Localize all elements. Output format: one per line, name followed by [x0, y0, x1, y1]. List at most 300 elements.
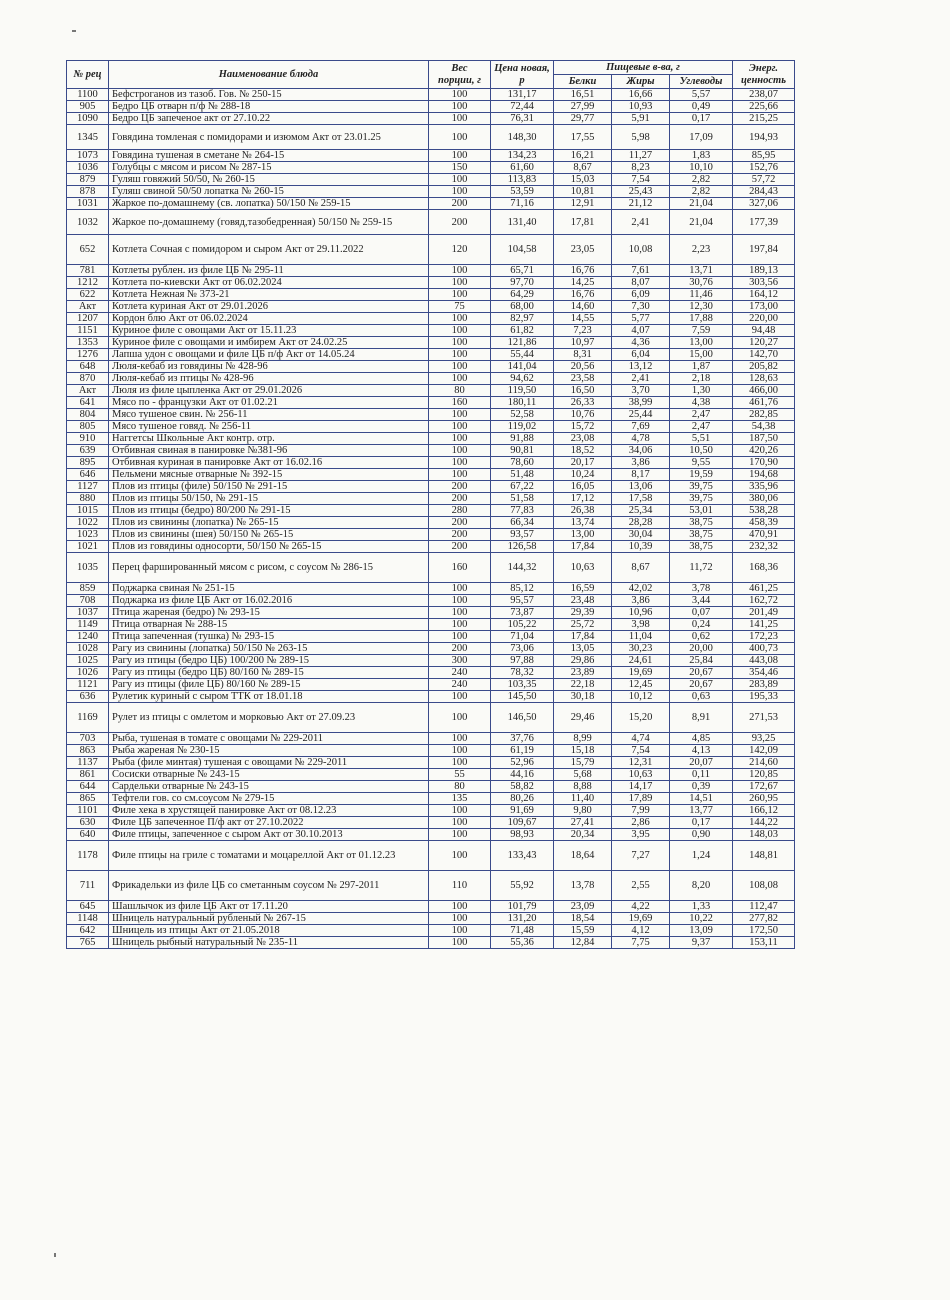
cell-price: 95,57	[491, 595, 554, 607]
cell-dish-name: Филе ЦБ запеченное П/ф акт от 27.10.2022	[109, 817, 429, 829]
cell-protein: 23,05	[554, 235, 612, 265]
cell-fat: 4,22	[612, 901, 670, 913]
cell-protein: 23,48	[554, 595, 612, 607]
cell-portion-weight: 80	[429, 781, 491, 793]
cell-energy: 108,08	[733, 871, 795, 901]
cell-dish-name: Плов из птицы (филе) 50/150 № 291-15	[109, 481, 429, 493]
cell-recipe-number: 1037	[67, 607, 109, 619]
cell-dish-name: Плов из птицы 50/150, № 291-15	[109, 493, 429, 505]
cell-fat: 8,67	[612, 553, 670, 583]
cell-fat: 2,41	[612, 210, 670, 235]
table-row	[67, 805, 795, 817]
cell-fat: 7,61	[612, 265, 670, 277]
cell-recipe-number: 1276	[67, 349, 109, 361]
cell-recipe-number: 1036	[67, 162, 109, 174]
cell-protein: 15,59	[554, 925, 612, 937]
cell-carbs: 13,71	[670, 265, 733, 277]
cell-fat: 16,66	[612, 89, 670, 101]
cell-portion-weight: 160	[429, 553, 491, 583]
cell-carbs: 1,24	[670, 841, 733, 871]
cell-protein: 29,86	[554, 655, 612, 667]
cell-fat: 17,89	[612, 793, 670, 805]
cell-recipe-number: 861	[67, 769, 109, 781]
cell-dish-name: Рагу из птицы (филе ЦБ) 80/160 № 289-15	[109, 679, 429, 691]
cell-protein: 17,84	[554, 631, 612, 643]
cell-recipe-number: 641	[67, 397, 109, 409]
cell-fat: 12,45	[612, 679, 670, 691]
cell-portion-weight: 100	[429, 745, 491, 757]
cell-dish-name: Жаркое по-домашнему (св. лопатка) 50/150 № 259-15	[109, 198, 429, 210]
cell-portion-weight: 200	[429, 198, 491, 210]
table-row	[67, 829, 795, 841]
cell-fat: 7,99	[612, 805, 670, 817]
cell-energy: 144,22	[733, 817, 795, 829]
cell-carbs: 38,75	[670, 529, 733, 541]
cell-fat: 38,99	[612, 397, 670, 409]
cell-fat: 25,34	[612, 505, 670, 517]
cell-fat: 11,27	[612, 150, 670, 162]
cell-price: 144,32	[491, 553, 554, 583]
table-row	[67, 703, 795, 733]
cell-fat: 6,09	[612, 289, 670, 301]
cell-energy: 232,32	[733, 541, 795, 553]
cell-recipe-number: 781	[67, 265, 109, 277]
cell-dish-name: Сосиски отварные № 243-15	[109, 769, 429, 781]
cell-energy: 170,90	[733, 457, 795, 469]
cell-carbs: 12,30	[670, 301, 733, 313]
cell-fat: 10,93	[612, 101, 670, 113]
cell-protein: 14,55	[554, 313, 612, 325]
cell-price: 44,16	[491, 769, 554, 781]
cell-energy: 458,39	[733, 517, 795, 529]
cell-portion-weight: 240	[429, 667, 491, 679]
cell-energy: 303,56	[733, 277, 795, 289]
cell-carbs: 0,39	[670, 781, 733, 793]
cell-recipe-number: Акт	[67, 385, 109, 397]
cell-carbs: 20,67	[670, 679, 733, 691]
cell-energy: 166,12	[733, 805, 795, 817]
cell-recipe-number: 1021	[67, 541, 109, 553]
cell-energy: 327,06	[733, 198, 795, 210]
cell-portion-weight: 200	[429, 210, 491, 235]
table-row	[67, 301, 795, 313]
cell-portion-weight: 280	[429, 505, 491, 517]
cell-portion-weight: 100	[429, 289, 491, 301]
cell-carbs: 1,83	[670, 150, 733, 162]
cell-energy: 470,91	[733, 529, 795, 541]
cell-protein: 16,21	[554, 150, 612, 162]
cell-energy: 277,82	[733, 913, 795, 925]
cell-protein: 7,23	[554, 325, 612, 337]
cell-portion-weight: 100	[429, 925, 491, 937]
cell-carbs: 38,75	[670, 517, 733, 529]
table-row	[67, 457, 795, 469]
cell-dish-name: Шашлычок из филе ЦБ Акт от 17.11.20	[109, 901, 429, 913]
cell-price: 61,82	[491, 325, 554, 337]
cell-price: 76,31	[491, 113, 554, 125]
cell-price: 103,35	[491, 679, 554, 691]
cell-recipe-number: 642	[67, 925, 109, 937]
table-row	[67, 733, 795, 745]
cell-portion-weight: 100	[429, 421, 491, 433]
cell-protein: 18,54	[554, 913, 612, 925]
cell-carbs: 1,33	[670, 901, 733, 913]
cell-portion-weight: 200	[429, 493, 491, 505]
cell-fat: 3,98	[612, 619, 670, 631]
cell-portion-weight: 100	[429, 469, 491, 481]
cell-protein: 25,72	[554, 619, 612, 631]
table-row	[67, 631, 795, 643]
cell-portion-weight: 200	[429, 643, 491, 655]
cell-recipe-number: 1121	[67, 679, 109, 691]
cell-price: 52,58	[491, 409, 554, 421]
cell-energy: 172,23	[733, 631, 795, 643]
cell-recipe-number: 1035	[67, 553, 109, 583]
cell-energy: 173,00	[733, 301, 795, 313]
table-row	[67, 553, 795, 583]
cell-fat: 6,04	[612, 349, 670, 361]
cell-energy: 443,08	[733, 655, 795, 667]
cell-price: 180,11	[491, 397, 554, 409]
cell-portion-weight: 120	[429, 235, 491, 265]
cell-carbs: 4,13	[670, 745, 733, 757]
cell-dish-name: Говядина тушеная в сметане № 264-15	[109, 150, 429, 162]
table-row	[67, 101, 795, 113]
table-row	[67, 871, 795, 901]
cell-recipe-number: 640	[67, 829, 109, 841]
cell-recipe-number: 878	[67, 186, 109, 198]
cell-carbs: 13,00	[670, 337, 733, 349]
table-row	[67, 667, 795, 679]
table-row	[67, 937, 795, 949]
cell-carbs: 17,09	[670, 125, 733, 150]
cell-price: 61,19	[491, 745, 554, 757]
cell-protein: 17,81	[554, 210, 612, 235]
table-row	[67, 89, 795, 101]
cell-portion-weight: 200	[429, 529, 491, 541]
cell-dish-name: Рыба, тушеная в томате с овощами № 229-2011	[109, 733, 429, 745]
cell-fat: 8,07	[612, 277, 670, 289]
table-row	[67, 397, 795, 409]
cell-protein: 20,56	[554, 361, 612, 373]
cell-energy: 162,72	[733, 595, 795, 607]
cell-carbs: 0,11	[670, 769, 733, 781]
cell-energy: 400,73	[733, 643, 795, 655]
cell-energy: 225,66	[733, 101, 795, 113]
cell-dish-name: Пельмени мясные отварные № 392-15	[109, 469, 429, 481]
cell-carbs: 21,04	[670, 210, 733, 235]
cell-energy: 197,84	[733, 235, 795, 265]
cell-portion-weight: 100	[429, 277, 491, 289]
cell-price: 121,86	[491, 337, 554, 349]
cell-dish-name: Котлета Сочная с помидором и сыром Акт от 29.11.2022	[109, 235, 429, 265]
cell-carbs: 19,59	[670, 469, 733, 481]
cell-price: 101,79	[491, 901, 554, 913]
cell-portion-weight: 100	[429, 703, 491, 733]
cell-price: 68,00	[491, 301, 554, 313]
cell-fat: 7,54	[612, 745, 670, 757]
cell-dish-name: Наггетсы Школьные Акт контр. отр.	[109, 433, 429, 445]
cell-price: 93,57	[491, 529, 554, 541]
cell-energy: 94,48	[733, 325, 795, 337]
cell-price: 73,87	[491, 607, 554, 619]
cell-portion-weight: 100	[429, 619, 491, 631]
cell-recipe-number: 639	[67, 445, 109, 457]
cell-price: 55,36	[491, 937, 554, 949]
cell-energy: 148,81	[733, 841, 795, 871]
cell-fat: 7,30	[612, 301, 670, 313]
cell-fat: 10,39	[612, 541, 670, 553]
cell-price: 94,62	[491, 373, 554, 385]
cell-dish-name: Люля-кебаб из говядины № 428-96	[109, 361, 429, 373]
cell-dish-name: Шницель рыбный натуральный № 235-11	[109, 937, 429, 949]
table-row	[67, 655, 795, 667]
cell-energy: 152,76	[733, 162, 795, 174]
cell-carbs: 2,23	[670, 235, 733, 265]
table-row	[67, 469, 795, 481]
cell-protein: 10,63	[554, 553, 612, 583]
cell-fat: 8,17	[612, 469, 670, 481]
cell-fat: 7,54	[612, 174, 670, 186]
cell-energy: 148,03	[733, 829, 795, 841]
cell-portion-weight: 100	[429, 186, 491, 198]
cell-carbs: 13,77	[670, 805, 733, 817]
cell-portion-weight: 100	[429, 89, 491, 101]
cell-energy: 172,67	[733, 781, 795, 793]
cell-portion-weight: 135	[429, 793, 491, 805]
header-carbs: Углеводы	[670, 75, 733, 89]
cell-price: 80,26	[491, 793, 554, 805]
cell-dish-name: Птица запеченная (тушка) № 293-15	[109, 631, 429, 643]
cell-dish-name: Рыба (филе минтая) тушеная с овощами № 229-2011	[109, 757, 429, 769]
cell-carbs: 13,09	[670, 925, 733, 937]
cell-portion-weight: 160	[429, 397, 491, 409]
cell-portion-weight: 100	[429, 757, 491, 769]
cell-portion-weight: 110	[429, 871, 491, 901]
cell-dish-name: Рагу из птицы (бедро ЦБ) 100/200 № 289-15	[109, 655, 429, 667]
cell-dish-name: Бефстроганов из тазоб. Гов. № 250-15	[109, 89, 429, 101]
cell-price: 134,23	[491, 150, 554, 162]
cell-portion-weight: 100	[429, 265, 491, 277]
cell-dish-name: Плов из птицы (бедро) 80/200 № 291-15	[109, 505, 429, 517]
cell-recipe-number: 1353	[67, 337, 109, 349]
cell-carbs: 8,20	[670, 871, 733, 901]
cell-fat: 34,06	[612, 445, 670, 457]
cell-fat: 4,78	[612, 433, 670, 445]
cell-fat: 3,70	[612, 385, 670, 397]
cell-recipe-number: 711	[67, 871, 109, 901]
cell-portion-weight: 100	[429, 409, 491, 421]
cell-fat: 24,61	[612, 655, 670, 667]
cell-recipe-number: 1137	[67, 757, 109, 769]
cell-recipe-number: 636	[67, 691, 109, 703]
cell-price: 90,81	[491, 445, 554, 457]
header-dish-name: Наименование блюда	[109, 61, 429, 89]
cell-recipe-number: 1151	[67, 325, 109, 337]
cell-recipe-number: 879	[67, 174, 109, 186]
cell-dish-name: Сардельки отварные № 243-15	[109, 781, 429, 793]
cell-fat: 30,23	[612, 643, 670, 655]
cell-carbs: 11,72	[670, 553, 733, 583]
cell-fat: 42,02	[612, 583, 670, 595]
table-row	[67, 913, 795, 925]
table-row	[67, 901, 795, 913]
table-row	[67, 793, 795, 805]
cell-fat: 12,31	[612, 757, 670, 769]
cell-recipe-number: 644	[67, 781, 109, 793]
cell-recipe-number: 1345	[67, 125, 109, 150]
cell-carbs: 10,50	[670, 445, 733, 457]
cell-dish-name: Рыба жареная № 230-15	[109, 745, 429, 757]
cell-price: 131,17	[491, 89, 554, 101]
cell-protein: 16,05	[554, 481, 612, 493]
table-row	[67, 841, 795, 871]
cell-dish-name: Говядина томленая с помидорами и изюмом Акт от 23.01.25	[109, 125, 429, 150]
table-row	[67, 691, 795, 703]
cell-fat: 2,41	[612, 373, 670, 385]
cell-fat: 5,98	[612, 125, 670, 150]
cell-fat: 15,20	[612, 703, 670, 733]
cell-dish-name: Фрикадельки из филе ЦБ со сметанным соусом № 297-2011	[109, 871, 429, 901]
cell-recipe-number: 1240	[67, 631, 109, 643]
table-row	[67, 517, 795, 529]
cell-fat: 10,12	[612, 691, 670, 703]
cell-fat: 25,43	[612, 186, 670, 198]
cell-dish-name: Птица жареная (бедро) № 293-15	[109, 607, 429, 619]
cell-price: 71,48	[491, 925, 554, 937]
cell-portion-weight: 100	[429, 817, 491, 829]
cell-fat: 25,44	[612, 409, 670, 421]
cell-portion-weight: 100	[429, 583, 491, 595]
cell-dish-name: Поджарка свиная № 251-15	[109, 583, 429, 595]
cell-price: 91,88	[491, 433, 554, 445]
cell-fat: 8,23	[612, 162, 670, 174]
cell-recipe-number: 1207	[67, 313, 109, 325]
table-row	[67, 505, 795, 517]
cell-portion-weight: 100	[429, 150, 491, 162]
cell-energy: 195,33	[733, 691, 795, 703]
cell-portion-weight: 100	[429, 631, 491, 643]
table-row	[67, 409, 795, 421]
cell-dish-name: Рулетик куриный с сыром ТТК от 18.01.18	[109, 691, 429, 703]
cell-energy: 335,96	[733, 481, 795, 493]
cell-protein: 20,34	[554, 829, 612, 841]
cell-energy: 220,00	[733, 313, 795, 325]
cell-dish-name: Котлеты рублен. из филе ЦБ № 295-11	[109, 265, 429, 277]
cell-portion-weight: 100	[429, 805, 491, 817]
cell-energy: 461,76	[733, 397, 795, 409]
cell-portion-weight: 100	[429, 433, 491, 445]
cell-fat: 2,86	[612, 817, 670, 829]
cell-energy: 205,82	[733, 361, 795, 373]
cell-energy: 466,00	[733, 385, 795, 397]
cell-fat: 3,95	[612, 829, 670, 841]
header-portion-weight: Вес порции, г	[429, 61, 491, 89]
cell-fat: 10,63	[612, 769, 670, 781]
cell-portion-weight: 100	[429, 691, 491, 703]
cell-fat: 7,69	[612, 421, 670, 433]
cell-recipe-number: 1028	[67, 643, 109, 655]
cell-carbs: 38,75	[670, 541, 733, 553]
cell-carbs: 4,85	[670, 733, 733, 745]
scan-speck	[54, 1253, 56, 1257]
cell-dish-name: Плов из говядины односорти, 50/150 № 265-15	[109, 541, 429, 553]
cell-recipe-number: 1169	[67, 703, 109, 733]
cell-carbs: 3,78	[670, 583, 733, 595]
cell-portion-weight: 100	[429, 937, 491, 949]
cell-dish-name: Отбивная куриная в панировке Акт от 16.02.16	[109, 457, 429, 469]
table-row	[67, 337, 795, 349]
cell-protein: 10,81	[554, 186, 612, 198]
cell-dish-name: Мясо тушеное свин. № 256-11	[109, 409, 429, 421]
cell-carbs: 25,84	[670, 655, 733, 667]
table-row	[67, 541, 795, 553]
cell-fat: 30,04	[612, 529, 670, 541]
cell-dish-name: Филе птицы, запеченное с сыром Акт от 30.10.2013	[109, 829, 429, 841]
cell-protein: 15,79	[554, 757, 612, 769]
cell-fat: 19,69	[612, 913, 670, 925]
cell-recipe-number: 1178	[67, 841, 109, 871]
cell-dish-name: Рулет из птицы с омлетом и морковью Акт от 27.09.23	[109, 703, 429, 733]
table-row	[67, 421, 795, 433]
table-row	[67, 433, 795, 445]
cell-recipe-number: 1032	[67, 210, 109, 235]
cell-price: 66,34	[491, 517, 554, 529]
cell-protein: 14,60	[554, 301, 612, 313]
cell-protein: 15,18	[554, 745, 612, 757]
cell-fat: 13,12	[612, 361, 670, 373]
cell-dish-name: Куриное филе с овощами Акт от 15.11.23	[109, 325, 429, 337]
cell-recipe-number: 1212	[67, 277, 109, 289]
cell-recipe-number: 646	[67, 469, 109, 481]
cell-carbs: 0,49	[670, 101, 733, 113]
cell-protein: 27,41	[554, 817, 612, 829]
cell-price: 77,83	[491, 505, 554, 517]
cell-energy: 284,43	[733, 186, 795, 198]
cell-energy: 172,50	[733, 925, 795, 937]
cell-energy: 54,38	[733, 421, 795, 433]
cell-carbs: 2,18	[670, 373, 733, 385]
cell-portion-weight: 100	[429, 595, 491, 607]
cell-portion-weight: 100	[429, 841, 491, 871]
cell-fat: 10,96	[612, 607, 670, 619]
cell-carbs: 0,63	[670, 691, 733, 703]
cell-recipe-number: 645	[67, 901, 109, 913]
table-row	[67, 607, 795, 619]
cell-protein: 17,12	[554, 493, 612, 505]
cell-carbs: 0,24	[670, 619, 733, 631]
cell-fat: 10,08	[612, 235, 670, 265]
table-row	[67, 289, 795, 301]
cell-energy: 142,09	[733, 745, 795, 757]
cell-energy: 142,70	[733, 349, 795, 361]
cell-energy: 93,25	[733, 733, 795, 745]
cell-price: 104,58	[491, 235, 554, 265]
cell-energy: 57,72	[733, 174, 795, 186]
cell-portion-weight: 100	[429, 349, 491, 361]
cell-portion-weight: 100	[429, 457, 491, 469]
cell-carbs: 2,82	[670, 186, 733, 198]
cell-dish-name: Котлета куриная Акт от 29.01.2026	[109, 301, 429, 313]
cell-carbs: 2,47	[670, 421, 733, 433]
cell-protein: 13,78	[554, 871, 612, 901]
cell-carbs: 0,90	[670, 829, 733, 841]
cell-energy: 187,50	[733, 433, 795, 445]
cell-price: 72,44	[491, 101, 554, 113]
cell-price: 67,22	[491, 481, 554, 493]
cell-price: 37,76	[491, 733, 554, 745]
table-row	[67, 313, 795, 325]
